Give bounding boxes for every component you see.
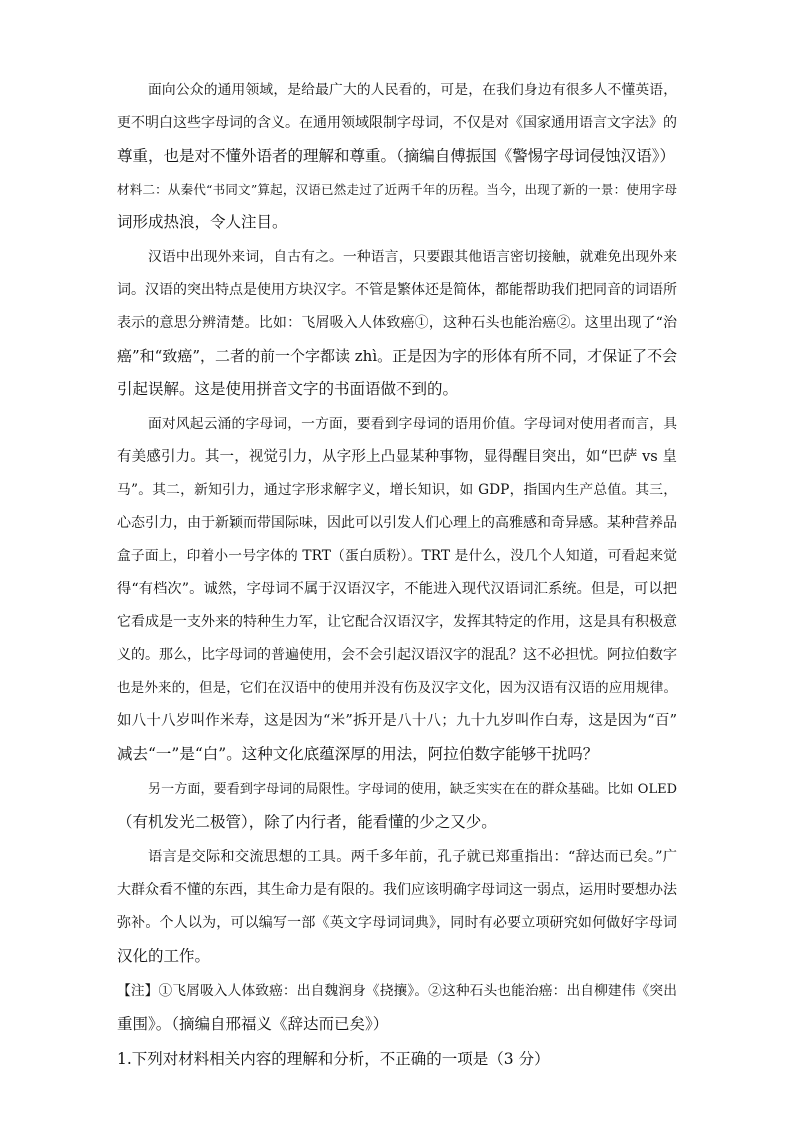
- text-line: 如八十八岁叫作米寿，这是因为“米”拆开是八十八；九十九岁叫作白寿，这是因为“百”: [117, 713, 677, 729]
- text-line: 引起误解。这是使用拼音文字的书面语做不到的。: [117, 380, 459, 398]
- text-line: 也是外来的，但是，它们在汉语中的使用并没有伤及汉字文化，因为汉语有汉语的应用规律。: [117, 680, 677, 696]
- text-line: 更不明白这些字母词的含义。在通用领域限制字母词，不仅是对《国家通用语言文字法》的: [117, 115, 677, 131]
- text-line: 有美感引力。其一，视觉引力，从字形上凸显某种事物，显得醒目突出，如“巴萨 vs 皇: [117, 449, 677, 465]
- text-line: 得“有档次”。诚然，字母词不属于汉语汉字，不能进入现代汉语词汇系统。但是，可以把: [117, 581, 677, 597]
- text-line: 词形成热浪，令人注目。: [117, 213, 288, 231]
- text-line: 面对风起云涌的字母词，一方面，要看到字母词的语用价值。字母词对使用者而言，具: [148, 416, 677, 432]
- text-line: 心态引力，由于新颖而带国际味，因此可以引发人们心理上的高雅感和奇异感。某种营养品: [117, 515, 677, 531]
- text-line: 汉化的工作。: [117, 947, 211, 965]
- text-line: 尊重，也是对不懂外语者的理解和尊重。（摘编自傅振国《警惕字母词侵蚀汉语》）: [117, 147, 676, 165]
- text-line: 另一方面，要看到字母词的局限性。字母词的使用，缺乏实实在在的群众基础。比如 OLED: [148, 782, 677, 797]
- text-line: 词。汉语的突出特点是使用方块汉字。不管是繁体还是简体，都能帮助我们把同音的词语所: [117, 282, 677, 298]
- text-line: 马”。其二，新知引力，通过字形求解字义，增长知识，如 GDP，指国内生产总值。其三，: [117, 482, 677, 498]
- text-line: 它看成是一支外来的特种生力军，让它配合汉语汉字，发挥其特定的作用，这是具有积极意: [117, 614, 677, 630]
- text-line: 表示的意思分辨清楚。比如：飞屑吸入人体致癌①，这种石头也能治癌②。这里出现了“治: [117, 315, 677, 331]
- text-line: 盒子面上，印着小一号字体的 TRT（蛋白质粉）。TRT 是什么，没几个人知道，可看起来觉: [117, 548, 677, 564]
- text-line: 弥补。个人以为，可以编写一部《英文字母词词典》，同时有必要立项研究如何做好字母词: [117, 915, 677, 931]
- text-line: 材料二：从秦代“书同文”算起，汉语已然走过了近两千年的历程。当今，出现了新的一景：使用字母: [117, 182, 677, 197]
- footnote-line: 【注】①飞屑吸入人体致癌：出自魏润身《挠攘》。②这种石头也能治癌：出自柳建伟《突出: [117, 983, 677, 999]
- text-line: （有机发光二极管），除了内行者，能看懂的少之又少。: [117, 813, 497, 831]
- text-line: 语言是交际和交流思想的工具。两千多年前，孔子就已郑重指出：“辞达而已矣。”广: [148, 849, 677, 865]
- text-line: 义的。那么，比字母词的普遍使用，会不会引起汉语汉字的混乱？这不必担忧。阿拉伯数字: [117, 647, 677, 663]
- text-line: 面向公众的通用领域，是给最广大的人民看的，可是，在我们身边有很多人不懂英语，: [148, 82, 677, 98]
- question-line: 1.下列对材料相关内容的理解和分析，不正确的一项是（3 分）: [117, 1050, 550, 1068]
- text-line: 减去“一”是“白”。这种文化底蕴深厚的用法，阿拉伯数字能够干扰吗？: [117, 745, 599, 763]
- text-line: 癌”和“致癌”，二者的前一个字都读 zhì。正是因为字的形体有所不同，才保证了不会: [117, 347, 678, 365]
- footnote-line: 重围》。（摘编自邢福义《辞达而已矣》）: [117, 1015, 389, 1033]
- text-line: 汉语中出现外来词，自古有之。一种语言，只要跟其他语言密切接触，就难免出现外来: [148, 249, 677, 265]
- text-line: 大群众看不懂的东西，其生命力是有限的。我们应该明确字母词这一弱点，运用时要想办法: [117, 882, 677, 898]
